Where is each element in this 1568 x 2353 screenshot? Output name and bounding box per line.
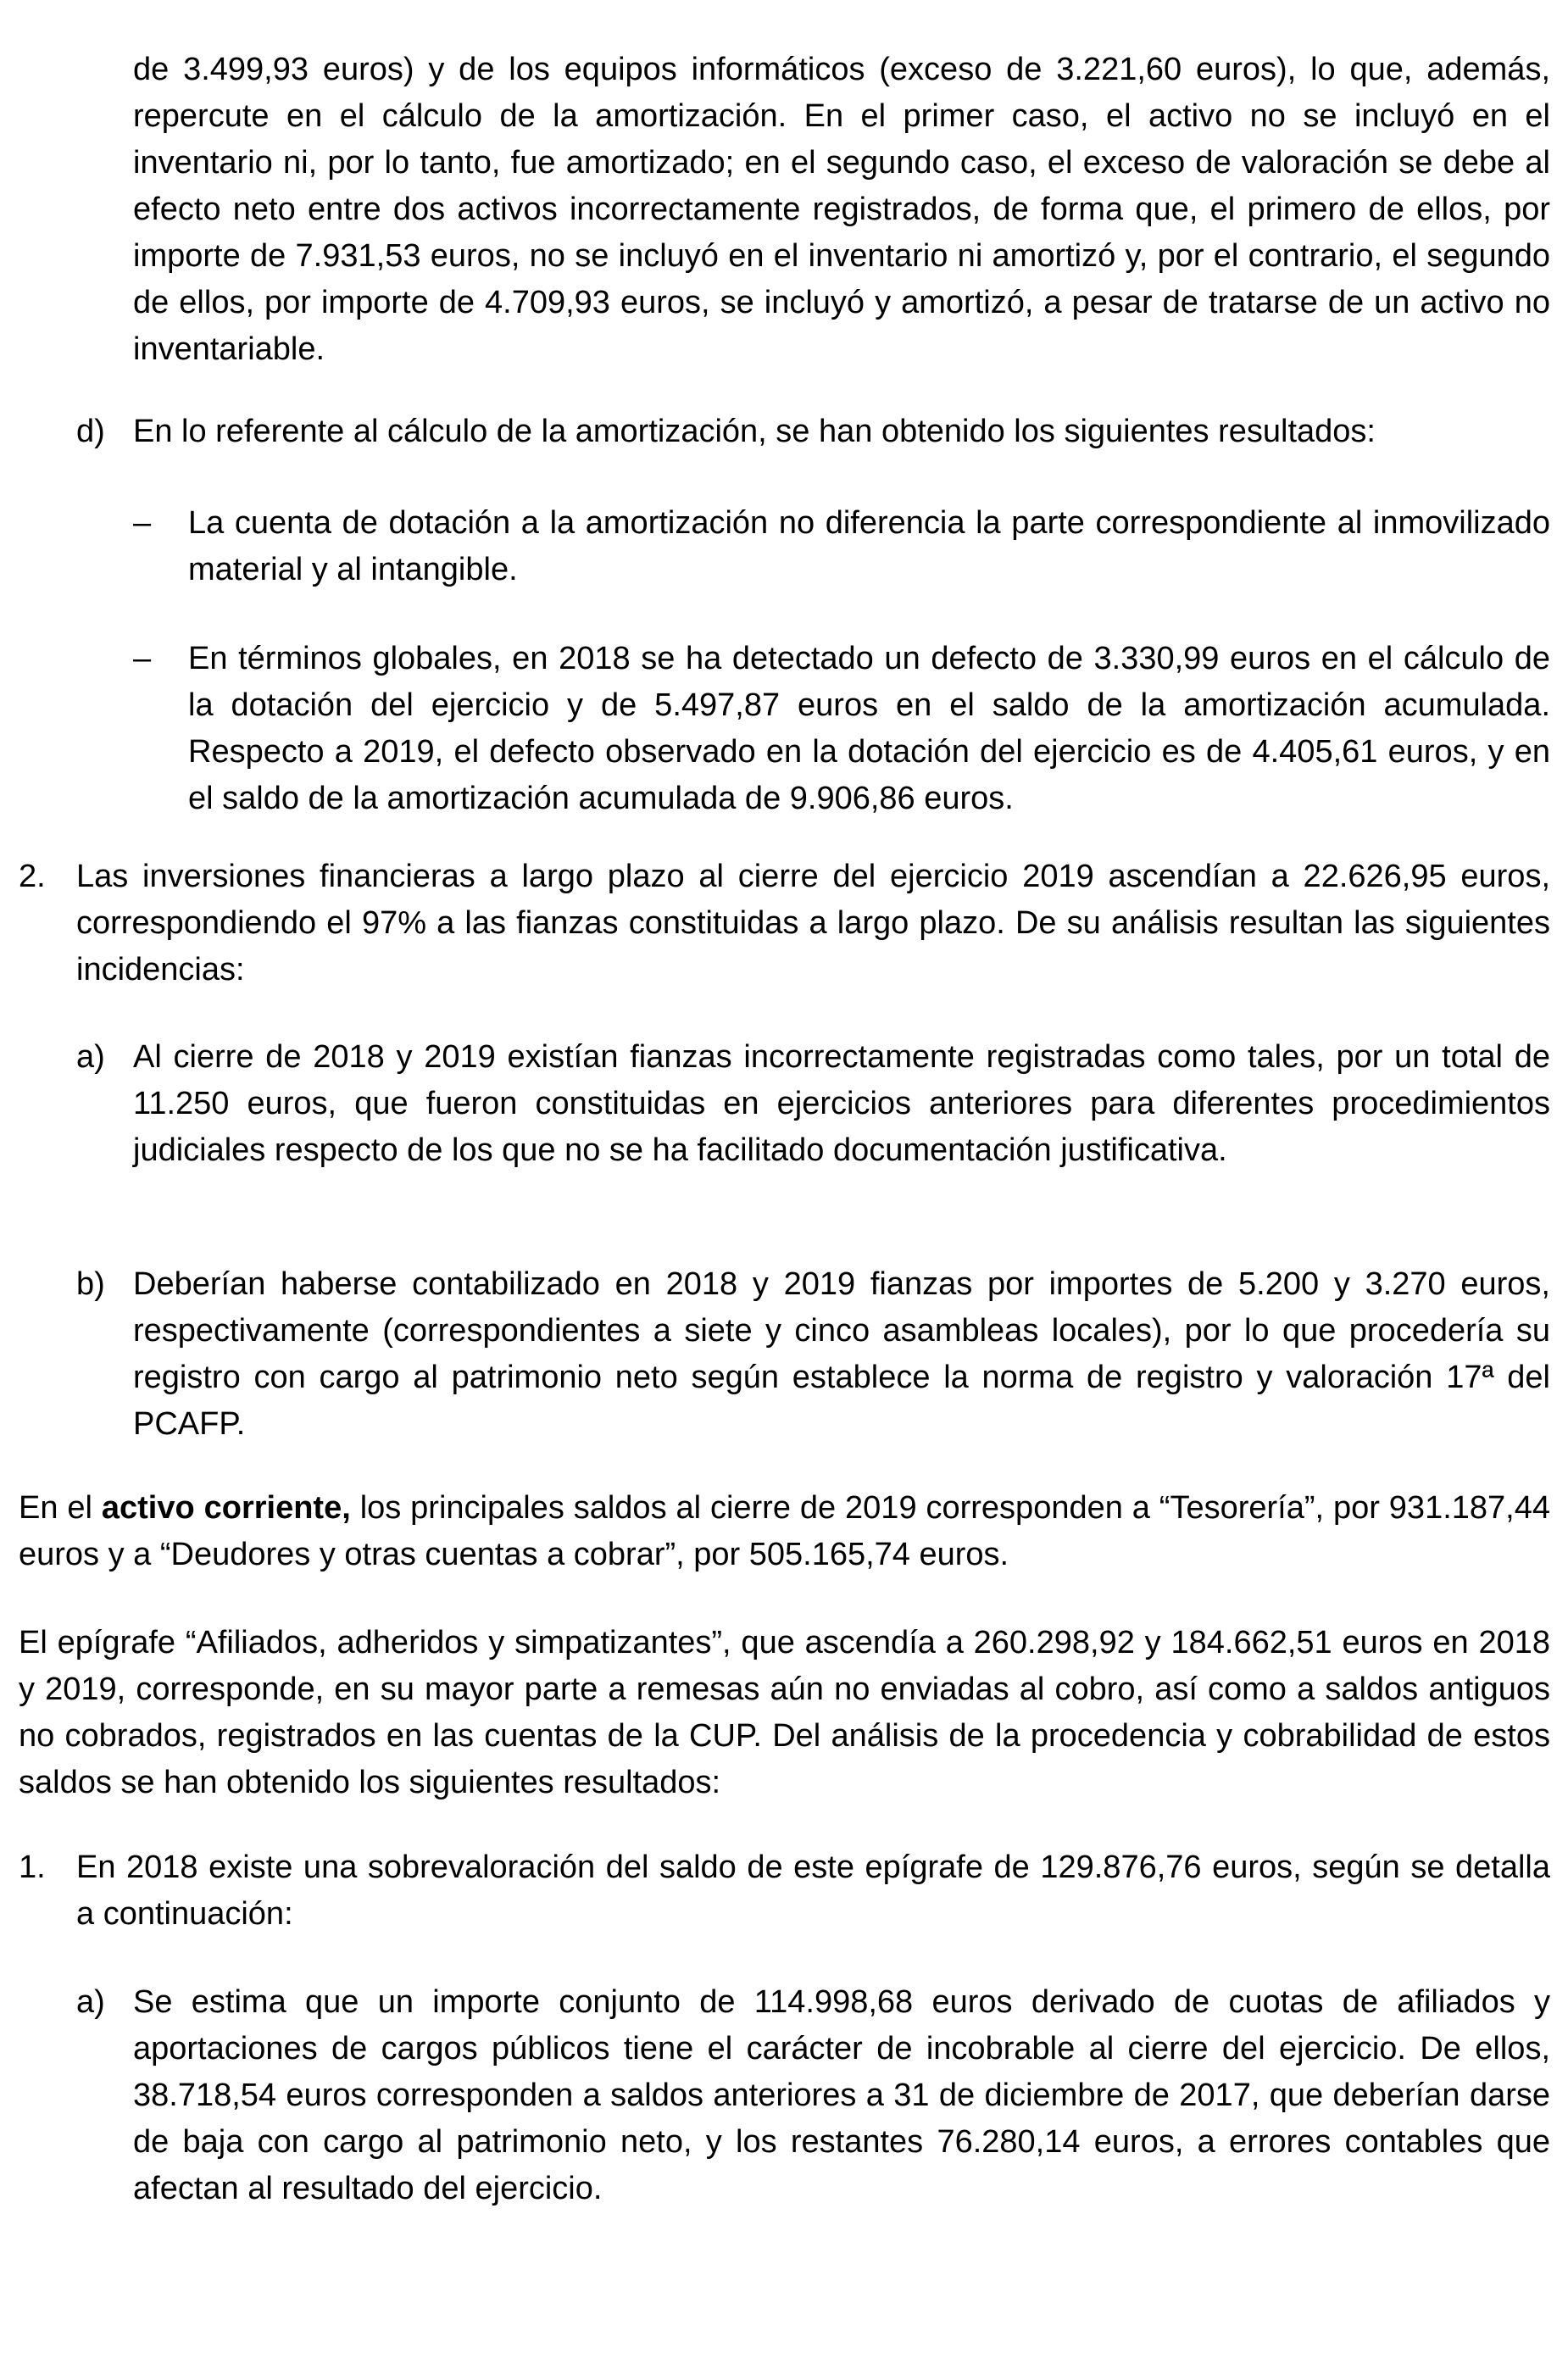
list-item-d xyxy=(76,409,1550,455)
activo-corriente-bold: activo corriente, xyxy=(101,1490,351,1526)
continuation-text: de 3.499,93 euros) y de los equipos informáticos (exceso de 3.221,60 euros), lo que, además, repercute en el cálculo de la amortización. En el primer caso, el activo no se incluyó en el inventario ni, por lo tanto, fue amortizado; en el segundo caso, el exceso de valoración se debe al efecto neto entre dos activos incorrectamente registrados, de forma que, el primero de ellos, por importe de 7.931,53 euros, no se incluyó en el inventario ni amortizó y, por el contrario, el segundo de ellos, por importe de 4.709,93 euros, se incluyó y amortizó, a pesar de tratarse de un activo no inventariable. xyxy=(133,52,1550,367)
list-item-2b-text: Deberían haberse contabilizado en 2018 y 2019 fianzas por importes de 5.200 y 3.270 euros, respectivamente (correspondientes a siete y cinco asambleas locales), por lo que procedería su registro con cargo al patrimonio neto según establece la norma de registro y valoración 17ª del PCAFP. xyxy=(133,1266,1550,1442)
activo-corriente-lead: En el xyxy=(19,1490,92,1526)
dash-bullet-2-text: En términos globales, en 2018 se ha detectado un defecto de 3.330,99 euros en el cálculo de la dotación del ejercicio y de 5.497,87 euros en el saldo de la amortización acumulada. Respecto a 2019, el defecto observado en la dotación del ejercicio es de 4.405,61 euros, y en el saldo de la amortización acumulada de 9.906,86 euros. xyxy=(188,641,1550,816)
list-item-2a-text: Al cierre de 2018 y 2019 existían fianzas incorrectamente registradas como tales, por un total de 11.250 euros, que fueron constituidas en ejercicios anteriores para diferentes procedimientos judiciales respecto de los que no se ha facilitado documentación justificativa. xyxy=(133,1039,1550,1168)
dash-bullet-2 xyxy=(133,636,1550,822)
activo-corriente-rest: los principales saldos al cierre de 2019 corresponden a “Tesorería”, por 931.187,44 euros y a “Deudores y otras cuentas a cobrar”, por 505.165,74 euros. xyxy=(19,1490,1550,1572)
dash-bullet-1-text: La cuenta de dotación a la amortización no diferencia la parte correspondiente al inmovilizado material y al intangible. xyxy=(188,505,1550,587)
list-item-1-text: En 2018 existe una sobrevaloración del saldo de este epígrafe de 129.876,76 euros, según se detalla a continuación: xyxy=(76,1850,1550,1932)
epigrafe-paragraph xyxy=(19,1620,1550,1806)
activo-corriente-text xyxy=(19,1485,1550,1578)
list-item-d-text: En lo referente al cálculo de la amortización, se han obtenido los siguientes resultados: xyxy=(133,414,1376,449)
list-item-2a xyxy=(76,1034,1550,1174)
list-item-1a xyxy=(76,1979,1550,2212)
list-marker-1: 1. xyxy=(19,1850,46,1885)
list-marker-1a: a) xyxy=(76,1984,105,2020)
dash-marker-2: – xyxy=(133,641,152,676)
dash-bullet-1 xyxy=(133,500,1550,593)
epigrafe-text: El epígrafe “Afiliados, adheridos y simpatizantes”, que ascendía a 260.298,92 y 184.662,51 euros en 2018 y 2019, corresponde, en su mayor parte a remesas aún no enviadas al cobro, así como a saldos antiguos no cobrados, registrados en las cuentas de la CUP. Del análisis de la procedencia y cobrabilidad de estos saldos se han obtenido los siguientes resultados: xyxy=(19,1625,1550,1800)
list-marker-d: d) xyxy=(76,414,105,449)
list-item-2-text: Las inversiones financieras a largo plazo al cierre del ejercicio 2019 ascendían a 22.626,95 euros, correspondiendo el 97% a las fianzas constituidas a largo plazo. De su análisis resultan las siguientes incidencias: xyxy=(76,859,1550,987)
list-marker-2: 2. xyxy=(19,859,46,894)
dash-marker-1: – xyxy=(133,505,152,541)
list-item-2 xyxy=(19,854,1550,993)
continuation-paragraph xyxy=(133,47,1550,373)
list-marker-2a: a) xyxy=(76,1039,105,1075)
list-item-1a-text: Se estima que un importe conjunto de 114.998,68 euros derivado de cuotas de afiliados y aportaciones de cargos públicos tiene el carácter de incobrable al cierre del ejercicio. De ellos, 38.718,54 euros corresponden a saldos anteriores a 31 de diciembre de 2017, que deberían darse de baja con cargo al patrimonio neto, y los restantes 76.280,14 euros, a errores contables que afectan al resultado del ejercicio. xyxy=(133,1984,1550,2206)
list-item-1 xyxy=(19,1844,1550,1938)
list-marker-2b: b) xyxy=(76,1266,105,1302)
activo-corriente-paragraph xyxy=(19,1485,1550,1578)
list-item-2b xyxy=(76,1261,1550,1448)
